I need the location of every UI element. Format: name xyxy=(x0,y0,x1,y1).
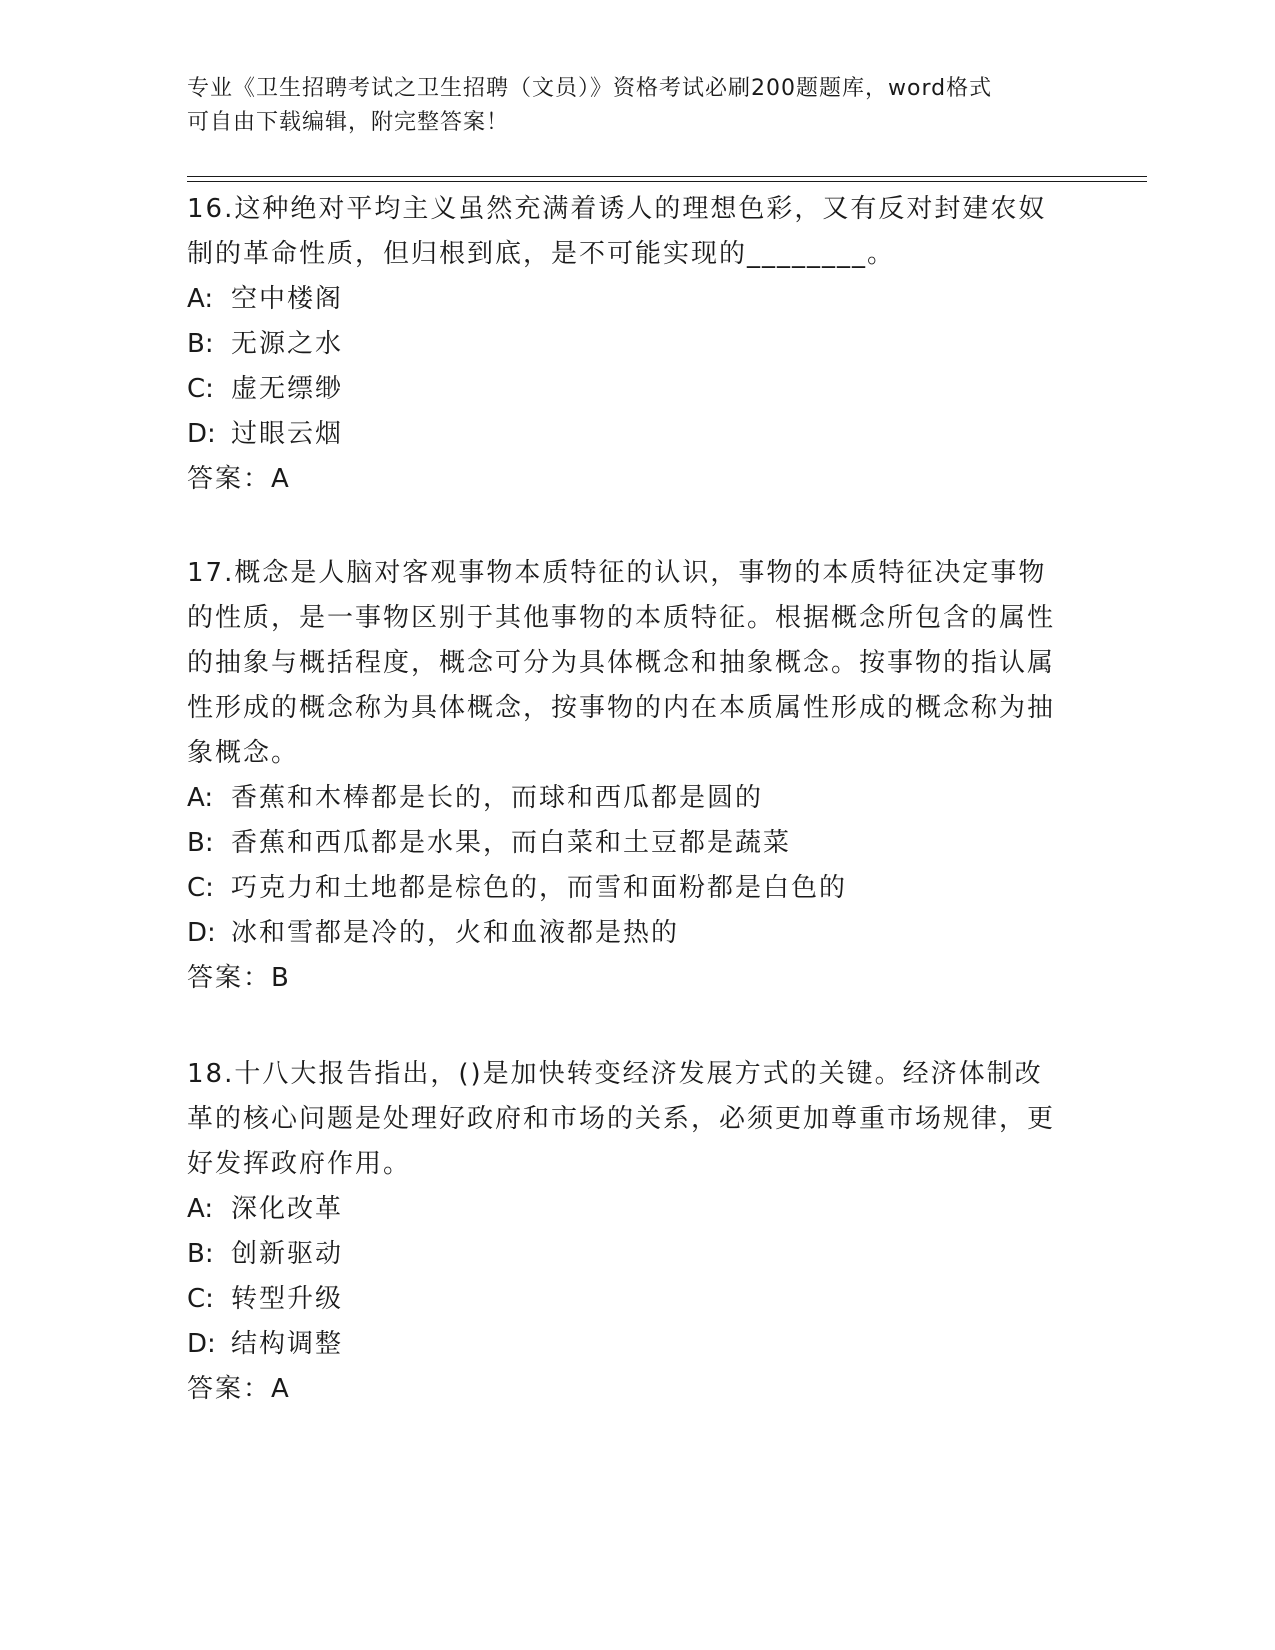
option-text: 巧克力和土地都是棕色的，而雪和面粉都是白色的 xyxy=(231,873,848,903)
question-text xyxy=(187,551,1067,776)
question-text xyxy=(187,1052,1067,1187)
option-letter: B: xyxy=(187,828,214,858)
option-b xyxy=(187,322,1067,367)
header-divider-top xyxy=(187,176,1147,177)
option-text: 深化改革 xyxy=(231,1194,344,1224)
answer-line: 答案：A xyxy=(187,464,291,494)
option-text: 结构调整 xyxy=(231,1329,344,1359)
option-letter: C: xyxy=(187,374,214,404)
option-letter: A: xyxy=(187,1194,214,1224)
option-letter: B: xyxy=(187,329,214,359)
question-18 xyxy=(187,1052,1067,1412)
option-d xyxy=(187,412,1067,457)
option-letter: D: xyxy=(187,1329,216,1359)
question-number: 18. xyxy=(187,1059,235,1089)
option-c xyxy=(187,866,1067,911)
option-letter: A: xyxy=(187,783,214,813)
option-text: 无源之水 xyxy=(231,329,344,359)
option-text: 香蕉和西瓜都是水果，而白菜和土豆都是蔬菜 xyxy=(231,828,792,858)
document-header xyxy=(187,72,1067,140)
question-17 xyxy=(187,551,1067,1001)
answer-line: 答案：B xyxy=(187,963,291,993)
question-body: 这种绝对平均主义虽然充满着诱人的理想色彩，又有反对封建农奴制的革命性质，但归根到底，是不可能实现的________。 xyxy=(187,194,1047,269)
question-body: 概念是人脑对客观事物本质特征的认识，事物的本质特征决定事物的性质，是一事物区别于其他事物的本质特征。根据概念所包含的属性的抽象与概括程度，概念可分为具体概念和抽象概念。按事物的指认属性形成的概念称为具体概念，按事物的内在本质属性形成的概念称为抽象概念。 xyxy=(187,558,1056,768)
header-line-1: 专业《卫生招聘考试之卫生招聘（文员）》资格考试必刷200题题库，word格式 xyxy=(187,76,993,101)
option-letter: C: xyxy=(187,873,214,903)
option-a xyxy=(187,277,1067,322)
option-text: 冰和雪都是冷的，火和血液都是热的 xyxy=(231,918,680,948)
option-letter: B: xyxy=(187,1239,214,1269)
option-a xyxy=(187,1187,1067,1232)
option-c xyxy=(187,367,1067,412)
option-b xyxy=(187,821,1067,866)
option-c xyxy=(187,1277,1067,1322)
option-letter: C: xyxy=(187,1284,214,1314)
question-body: 十八大报告指出，()是加快转变经济发展方式的关键。经济体制改革的核心问题是处理好政府和市场的关系，必须更加尊重市场规律，更好发挥政府作用。 xyxy=(187,1059,1056,1179)
header-divider-bottom xyxy=(187,181,1147,182)
option-b xyxy=(187,1232,1067,1277)
option-text: 过眼云烟 xyxy=(231,419,344,449)
option-letter: D: xyxy=(187,419,216,449)
question-number: 17. xyxy=(187,558,235,588)
option-text: 转型升级 xyxy=(231,1284,344,1314)
option-text: 空中楼阁 xyxy=(231,284,344,314)
option-text: 香蕉和木棒都是长的，而球和西瓜都是圆的 xyxy=(231,783,764,813)
option-a xyxy=(187,776,1067,821)
option-text: 创新驱动 xyxy=(231,1239,344,1269)
option-d xyxy=(187,1322,1067,1367)
question-text xyxy=(187,187,1067,277)
question-number: 16. xyxy=(187,194,235,224)
option-letter: D: xyxy=(187,918,216,948)
answer-line: 答案：A xyxy=(187,1374,291,1404)
option-d xyxy=(187,911,1067,956)
option-letter: A: xyxy=(187,284,214,314)
question-16 xyxy=(187,187,1067,502)
option-text: 虚无缥缈 xyxy=(231,374,344,404)
header-line-2: 可自由下载编辑，附完整答案！ xyxy=(187,110,510,135)
